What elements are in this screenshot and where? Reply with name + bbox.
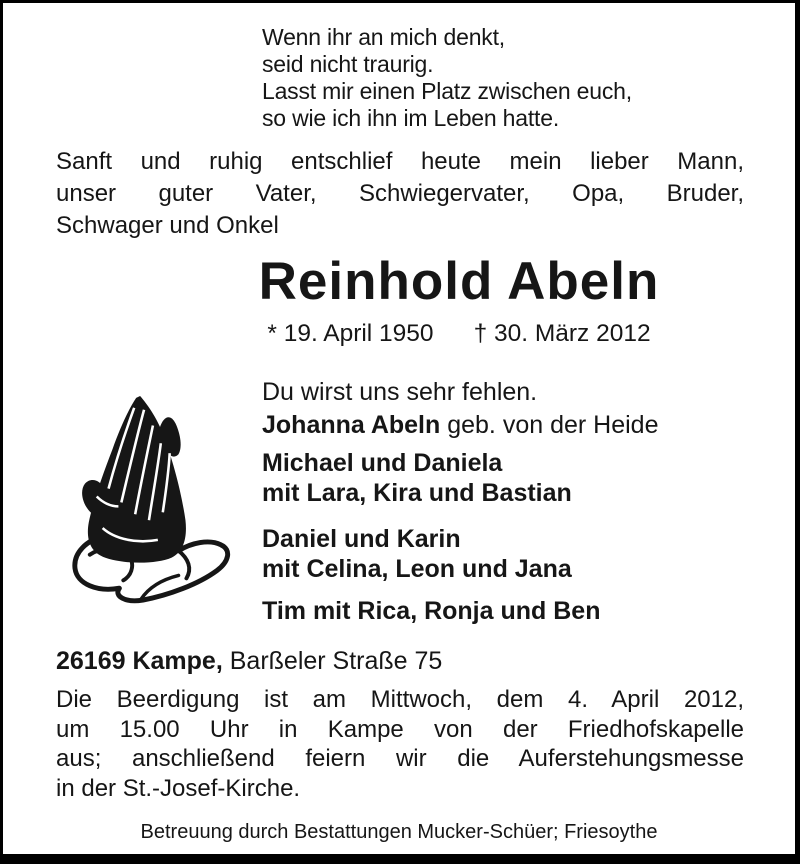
intro-line: unser guter Vater, Schwiegervater, Opa, Bruder, — [56, 180, 744, 207]
intro-paragraph — [56, 146, 744, 242]
poem — [262, 24, 632, 132]
intro-line: Schwager und Onkel — [56, 212, 279, 239]
poem-line: seid nicht traurig. — [262, 51, 434, 77]
mourner-spouse — [262, 410, 658, 440]
address-street: Barßeler Straße 75 — [229, 647, 443, 675]
funeral-line: um 15.00 Uhr in Kampe von der Friedhofskapelle — [56, 715, 744, 743]
intro-line: Sanft und ruhig entschlief heute mein lieber Mann, — [56, 148, 744, 175]
funeral-home-credit: Betreuung durch Bestattungen Mucker-Schüer; Friesoythe — [140, 821, 658, 843]
mourner-line: Michael und Daniela — [262, 449, 503, 477]
deceased-name: Reinhold Abeln — [258, 252, 660, 311]
mourner-line: mit Celina, Leon und Jana — [262, 555, 572, 583]
poem-line: so wie ich ihn im Leben hatte. — [262, 105, 560, 131]
spouse-maiden-name: geb. von der Heide — [447, 411, 659, 439]
poem-line: Wenn ihr an mich denkt, — [262, 24, 505, 50]
farewell-line: Du wirst uns sehr fehlen. — [262, 378, 538, 406]
funeral-line: in der St.-Josef-Kirche. — [56, 774, 301, 802]
birth-date: * 19. April 1950 — [267, 320, 434, 347]
address-city: 26169 Kampe, — [56, 647, 223, 675]
spouse-name: Johanna Abeln — [262, 411, 441, 439]
funeral-line: Die Beerdigung ist am Mittwoch, dem 4. April 2012, — [56, 686, 744, 713]
address-line — [56, 646, 442, 676]
funeral-line: aus; anschließend feiern wir die Auferstehungsmesse — [56, 745, 744, 772]
deceased-block — [111, 253, 800, 348]
praying-hands-icon — [52, 392, 242, 604]
mourner-line: Tim mit Rica, Ronja und Ben — [262, 597, 601, 625]
poem-line: Lasst mir einen Platz zwischen euch, — [262, 78, 632, 104]
death-date: † 30. März 2012 — [473, 320, 651, 347]
mourner-line: Daniel und Karin — [262, 525, 461, 553]
mourner-line: mit Lara, Kira und Bastian — [262, 479, 572, 507]
funeral-info — [56, 685, 744, 803]
life-dates — [111, 320, 800, 348]
mourners-list — [262, 410, 658, 626]
